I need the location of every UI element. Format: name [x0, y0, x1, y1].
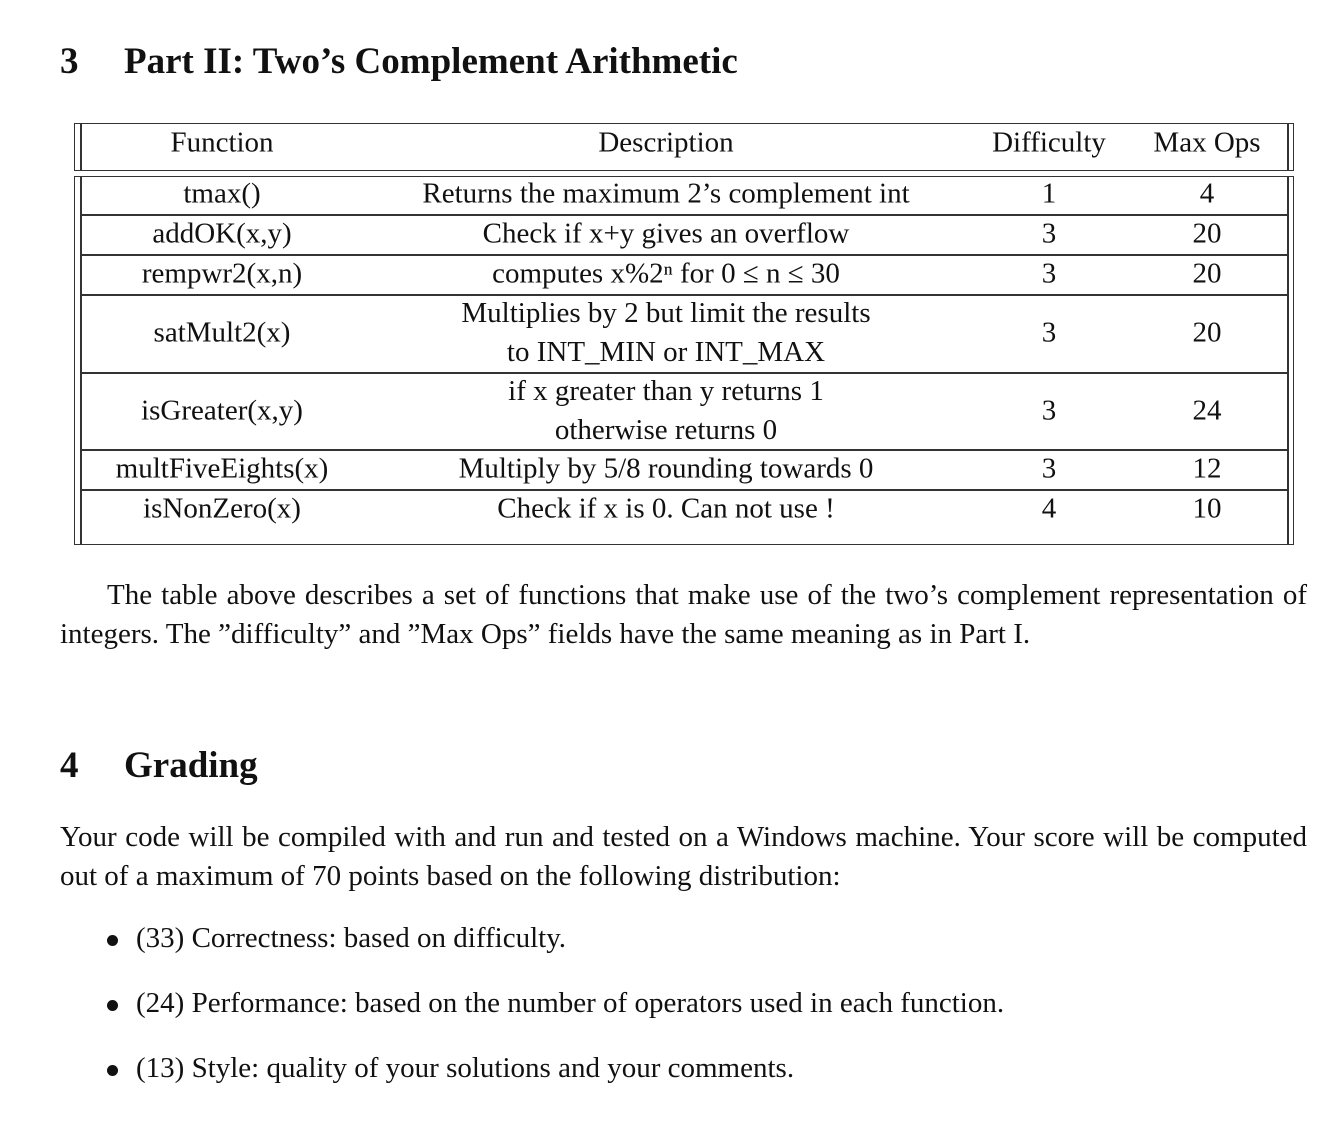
bullet-text: (33) Correctness: based on difficulty. — [136, 922, 567, 954]
cell-description — [483, 215, 850, 254]
cell-description — [497, 490, 834, 529]
bullet-icon — [107, 1065, 118, 1076]
header-difficulty: Difficulty — [992, 126, 1106, 159]
cell-max-ops: 4 — [1199, 177, 1215, 210]
cell-max-ops: 20 — [1192, 316, 1222, 349]
description-line: Multiplies by 2 but limit the results — [461, 297, 871, 329]
header-max-ops: Max Ops — [1153, 126, 1261, 159]
cell-max-ops: 24 — [1192, 394, 1222, 427]
table-description-paragraph: The table above describes a set of functions that make use of the two’s complement representation of integers. The ”difficulty” and ”Max Ops” fields have the same meaning as in Part I. — [60, 579, 1307, 650]
section-number: 4 — [60, 745, 79, 786]
description-line: Check if x+y gives an overflow — [482, 217, 850, 250]
section-title: Grading — [124, 745, 258, 786]
cell-description — [459, 450, 874, 489]
table-border — [80, 123, 82, 171]
bullet-item — [107, 922, 566, 955]
cell-description — [492, 255, 840, 294]
bullet-icon — [107, 935, 118, 946]
cell-difficulty: 3 — [1041, 452, 1057, 485]
cell-difficulty: 3 — [1041, 217, 1057, 250]
description-line: Returns the maximum 2’s complement int — [422, 177, 910, 210]
cell-max-ops: 10 — [1192, 492, 1222, 525]
cell-max-ops: 20 — [1192, 217, 1222, 250]
table-border — [1287, 123, 1289, 171]
cell-max-ops: 20 — [1192, 257, 1222, 290]
section-number: 3 — [60, 41, 79, 82]
description-line: if x greater than y returns 1 — [508, 375, 824, 407]
cell-description — [422, 175, 909, 214]
cell-function: satMult2(x) — [153, 316, 291, 349]
description-line: otherwise returns 0 — [554, 414, 778, 446]
cell-function: multFiveEights(x) — [115, 452, 329, 485]
cell-function: addOK(x,y) — [152, 217, 292, 250]
description-line: Check if x is 0. Can not use ! — [497, 492, 835, 525]
bullet-item — [107, 987, 1004, 1020]
bullet-icon — [107, 1000, 118, 1011]
cell-difficulty: 3 — [1041, 257, 1057, 290]
cell-function: isGreater(x,y) — [141, 394, 303, 427]
header-description: Description — [598, 126, 734, 159]
cell-description — [508, 372, 824, 450]
section-title: Part II: Two’s Complement Arithmetic — [124, 41, 738, 82]
description-line: to INT_MIN or INT_MAX — [506, 336, 826, 368]
grading-paragraph: Your code will be compiled with and run and tested on a Windows machine. Your score will be computed out of a maximum of 70 points based on the following distribution: — [60, 821, 1307, 892]
bullet-text: (24) Performance: based on the number of operators used in each function. — [136, 987, 1005, 1019]
bullet-item — [107, 1052, 794, 1085]
cell-function: isNonZero(x) — [143, 492, 301, 525]
cell-difficulty: 3 — [1041, 394, 1057, 427]
cell-function: rempwr2(x,n) — [141, 257, 303, 290]
cell-difficulty: 1 — [1041, 177, 1057, 210]
cell-difficulty: 4 — [1041, 492, 1057, 525]
cell-max-ops: 12 — [1192, 452, 1222, 485]
cell-difficulty: 3 — [1041, 316, 1057, 349]
description-line: computes x%2ⁿ for 0 ≤ n ≤ 30 — [492, 257, 840, 290]
bullet-text: (13) Style: quality of your solutions and your comments. — [136, 1052, 795, 1084]
description-line: Multiply by 5/8 rounding towards 0 — [458, 452, 874, 485]
cell-function: tmax() — [183, 177, 261, 210]
cell-description — [461, 294, 870, 372]
header-function: Function — [170, 126, 274, 159]
